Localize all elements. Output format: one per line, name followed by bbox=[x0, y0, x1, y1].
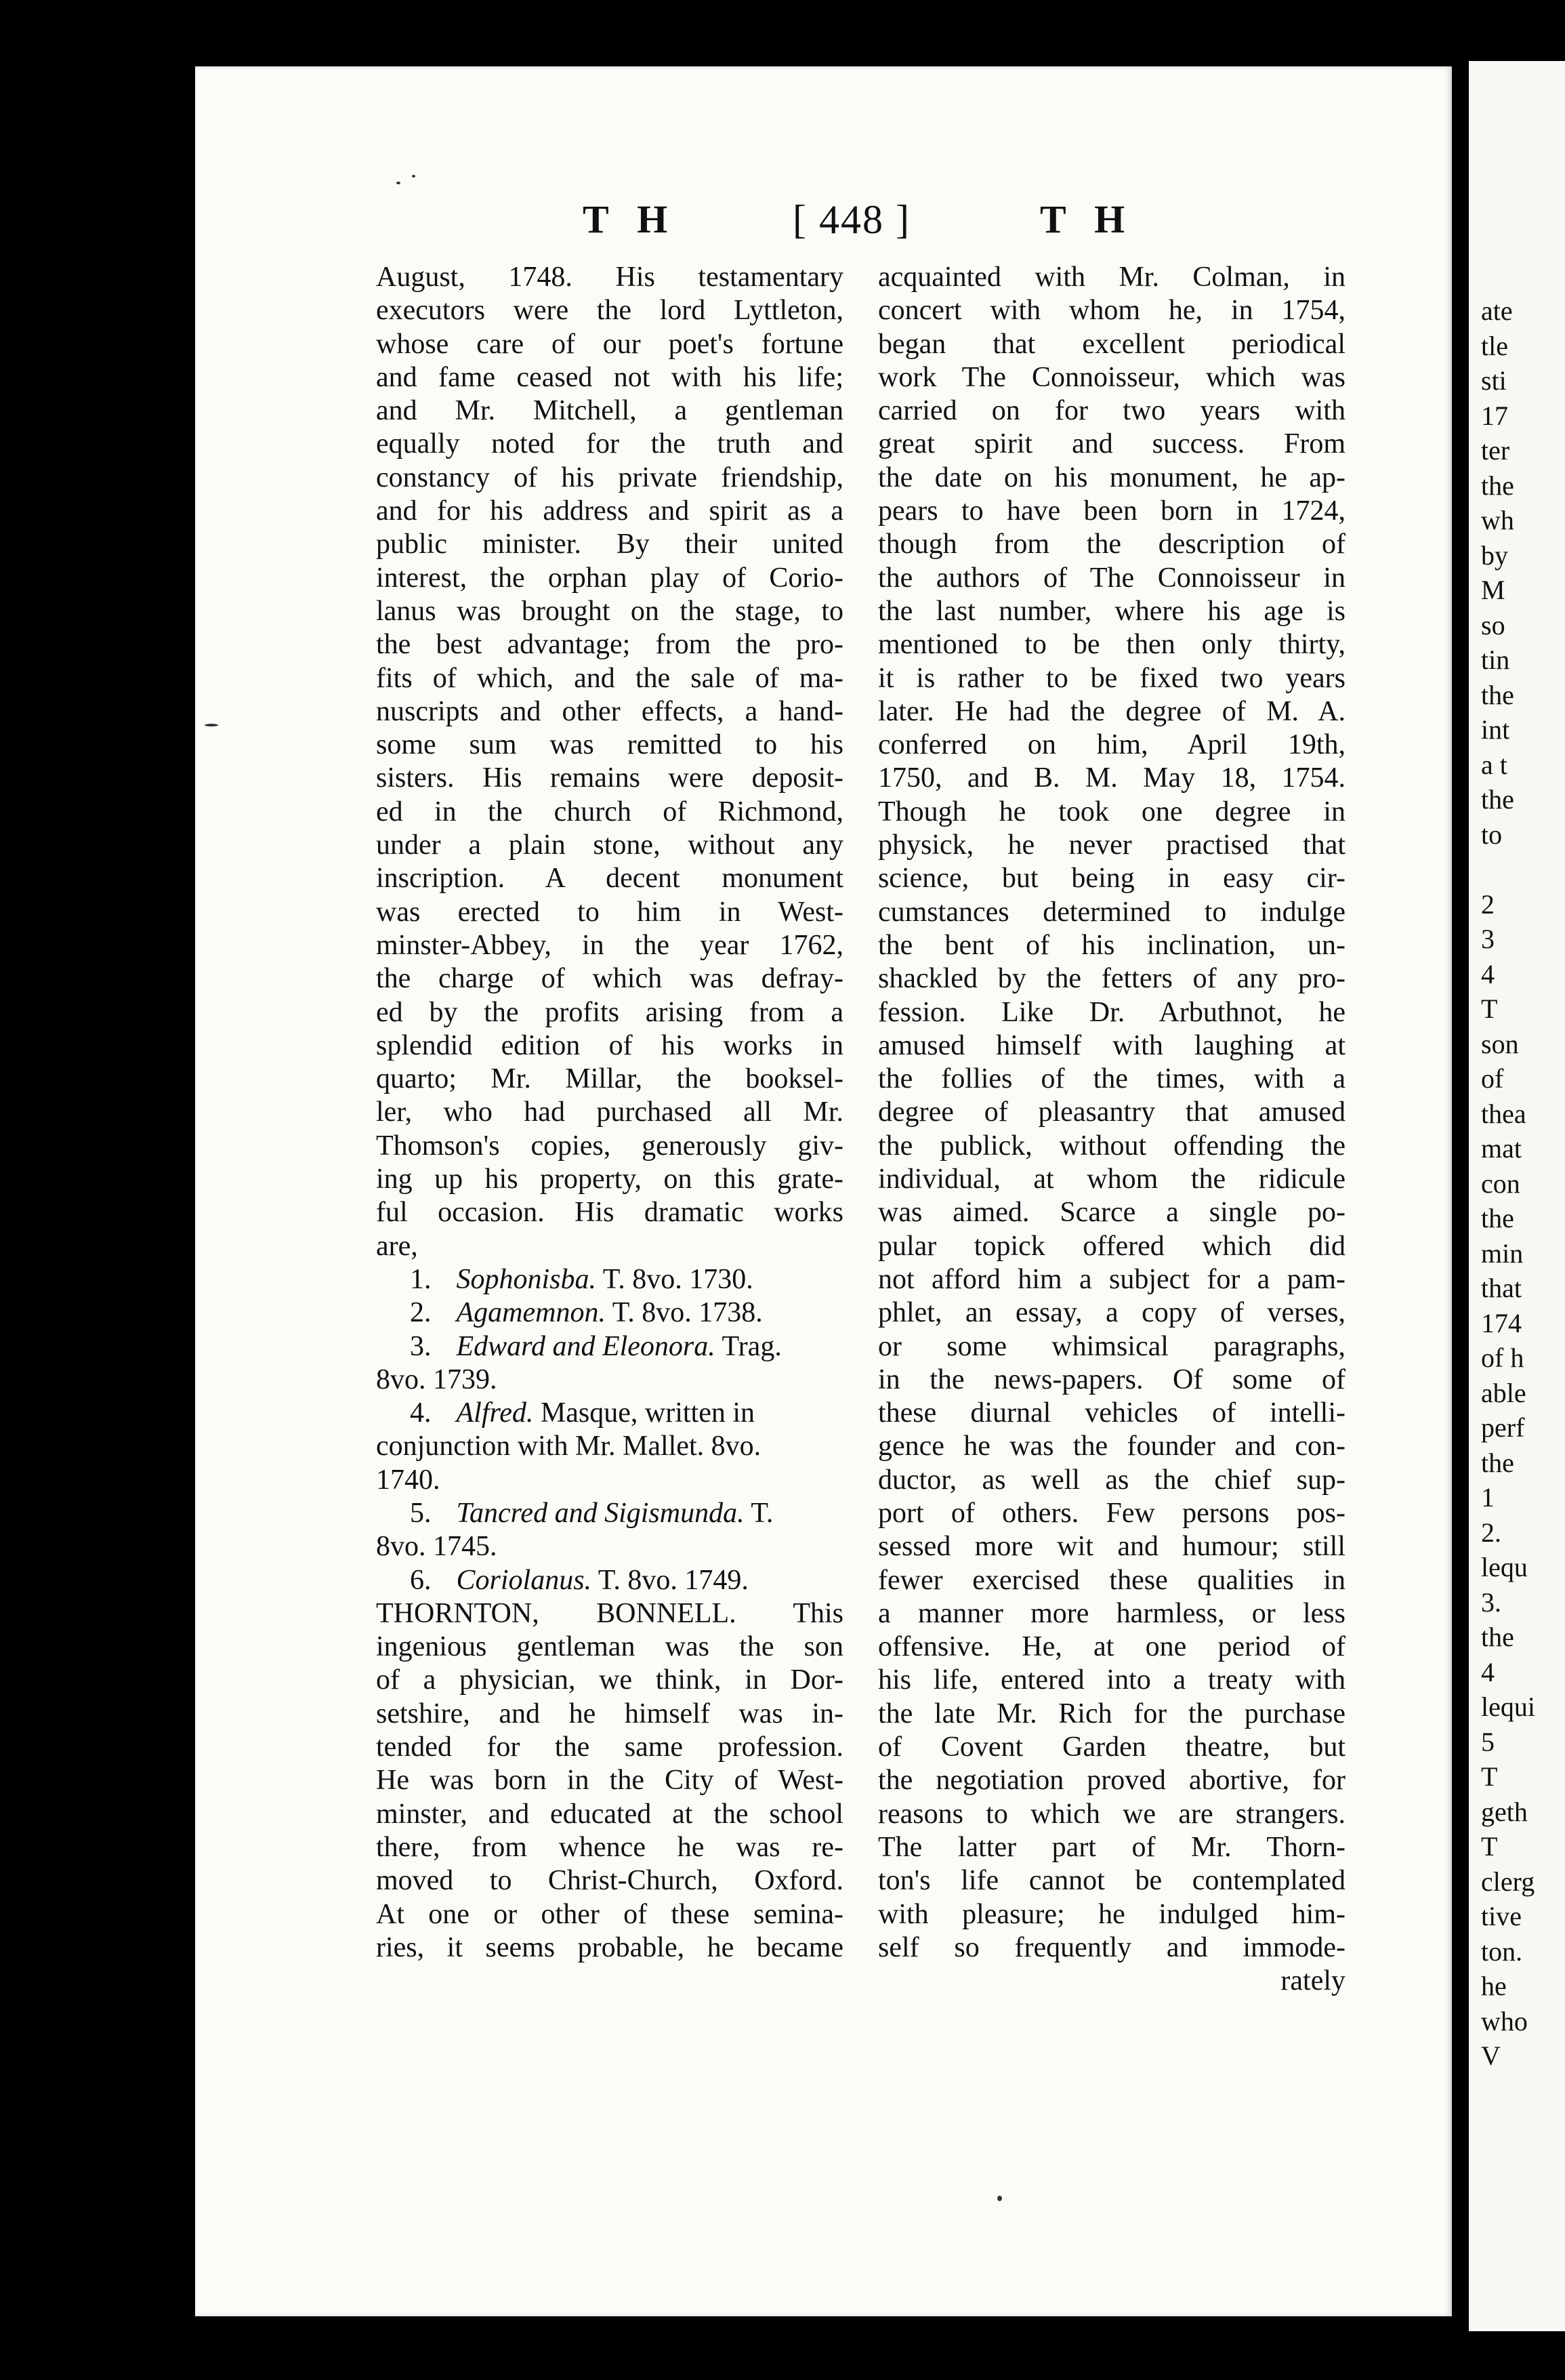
adjacent-page-fragment: V bbox=[1481, 2040, 1501, 2071]
text-line: work The Connoisseur, which was bbox=[878, 361, 1345, 393]
text-line: fewer exercised these qualities in bbox=[878, 1564, 1345, 1596]
work-number: 1. bbox=[410, 1263, 432, 1295]
text-line: ries, it seems probable, he became bbox=[376, 1931, 843, 1963]
text-line: At one or other of these semina- bbox=[376, 1898, 843, 1930]
text-line: port of others. Few persons pos- bbox=[878, 1497, 1345, 1529]
work-number: 6. bbox=[410, 1564, 432, 1596]
text-line: the last number, where his age is bbox=[878, 595, 1345, 627]
text-line: fits of which, and the sale of ma- bbox=[376, 662, 843, 694]
adjacent-page-fragment: of h bbox=[1481, 1342, 1524, 1373]
text-line: Though he took one degree in bbox=[878, 796, 1345, 827]
text-line: ful occasion. His dramatic works bbox=[376, 1197, 843, 1229]
work-details: Masque, written in bbox=[533, 1397, 755, 1429]
adjacent-page-fragment: able bbox=[1481, 1377, 1526, 1408]
text-line: 1750, and B. M. May 18, 1754. bbox=[878, 762, 1345, 794]
text-line: sisters. His remains were deposit- bbox=[376, 762, 843, 794]
text-line: lanus was brought on the stage, to bbox=[376, 595, 843, 627]
adjacent-page-fragment: int bbox=[1481, 714, 1510, 745]
text-line: ler, who had purchased all Mr. bbox=[376, 1096, 843, 1128]
text-line: ed in the church of Richmond, bbox=[376, 796, 843, 827]
text-line: tended for the same profession. bbox=[376, 1731, 843, 1763]
text-line: setshire, and he himself was in- bbox=[376, 1698, 843, 1729]
adjacent-page-fragment: geth bbox=[1481, 1796, 1528, 1827]
ink-speck bbox=[205, 724, 218, 726]
adjacent-page-fragment: to bbox=[1481, 819, 1503, 850]
text-line: the charge of which was defray- bbox=[376, 963, 843, 995]
work-details: T. 8vo. 1738. bbox=[605, 1297, 763, 1329]
text-line: was aimed. Scarce a single po- bbox=[878, 1197, 1345, 1229]
dramatic-work-entry bbox=[376, 1464, 843, 1497]
work-title: Tancred and Sigismunda. bbox=[456, 1497, 745, 1529]
text-line: reasons to which we are strangers. bbox=[878, 1798, 1345, 1830]
adjacent-page-fragment: 3 bbox=[1481, 924, 1495, 954]
dramatic-work-entry bbox=[376, 1430, 843, 1463]
adjacent-page-fragment: ate bbox=[1481, 295, 1513, 326]
adjacent-page-fragment: 5 bbox=[1481, 1726, 1495, 1757]
dramatic-work-entry bbox=[376, 1263, 843, 1296]
adjacent-page-fragment: ter bbox=[1481, 435, 1510, 466]
adjacent-page-fragment: min bbox=[1481, 1237, 1524, 1269]
adjacent-page-fragment: ton. bbox=[1481, 1935, 1523, 1967]
text-line: and fame ceased not with his life; bbox=[376, 361, 843, 393]
adjacent-page-fragment: T bbox=[1481, 993, 1498, 1024]
text-line: physick, he never practised that bbox=[878, 829, 1345, 861]
adjacent-page-fragment: 3. bbox=[1481, 1586, 1501, 1618]
adjacent-page-fragment: he bbox=[1481, 1971, 1507, 2001]
text-line: ingenious gentleman was the son bbox=[376, 1631, 843, 1663]
adjacent-page-fragment: mat bbox=[1481, 1133, 1522, 1164]
adjacent-page-fragment: 4 bbox=[1481, 1656, 1495, 1687]
text-line: ductor, as well as the chief sup- bbox=[878, 1464, 1345, 1496]
text-line: nuscripts and other effects, a hand- bbox=[376, 695, 843, 727]
text-line: THORNTON, BONNELL. This bbox=[376, 1597, 843, 1629]
text-line: his life, entered into a treaty with bbox=[878, 1664, 1345, 1696]
adjacent-page-fragment: tive bbox=[1481, 1901, 1522, 1931]
text-line: interest, the orphan play of Corio- bbox=[376, 562, 843, 594]
text-line: of a physician, we think, in Dor- bbox=[376, 1664, 843, 1696]
work-details: Trag. bbox=[715, 1330, 782, 1362]
work-title: Coriolanus. bbox=[456, 1564, 592, 1596]
text-line: the date on his monument, he ap- bbox=[878, 461, 1345, 493]
text-line: cumstances determined to indulge bbox=[878, 896, 1345, 928]
adjacent-page-edge bbox=[1469, 61, 1565, 2331]
text-line: of Covent Garden theatre, but bbox=[878, 1731, 1345, 1763]
text-line: the publick, without offending the bbox=[878, 1130, 1345, 1162]
adjacent-page-fragment: perf bbox=[1481, 1412, 1525, 1443]
text-line: ton's life cannot be contemplated bbox=[878, 1865, 1345, 1897]
text-line: later. He had the degree of M. A. bbox=[878, 695, 1345, 727]
text-line: equally noted for the truth and bbox=[376, 428, 843, 460]
text-line: public minister. By their united bbox=[376, 529, 843, 560]
text-line: August, 1748. His testamentary bbox=[376, 262, 843, 293]
work-details: 8vo. 1739. bbox=[376, 1363, 497, 1395]
dramatic-work-entry bbox=[376, 1497, 843, 1530]
text-line: under a plain stone, without any bbox=[376, 829, 843, 861]
text-line: ing up his property, on this grate- bbox=[376, 1164, 843, 1195]
work-details: T. bbox=[744, 1497, 774, 1529]
work-number: 5. bbox=[410, 1497, 432, 1529]
left-column bbox=[376, 261, 843, 1965]
text-line: conferred on him, April 19th, bbox=[878, 729, 1345, 761]
adjacent-page-fragment: lequ bbox=[1481, 1552, 1528, 1582]
work-title: Edward and Eleonora. bbox=[456, 1330, 715, 1362]
scan-border bbox=[0, 0, 195, 2380]
text-line: these diurnal vehicles of intelli- bbox=[878, 1397, 1345, 1429]
text-line: are, bbox=[376, 1230, 418, 1262]
text-line: mentioned to be then only thirty, bbox=[878, 629, 1345, 661]
text-line: though from the description of bbox=[878, 529, 1345, 560]
text-line: individual, at whom the ridicule bbox=[878, 1164, 1345, 1195]
adjacent-page-fragment: 2. bbox=[1481, 1517, 1501, 1548]
work-number: 3. bbox=[410, 1330, 432, 1362]
dramatic-work-entry bbox=[376, 1564, 843, 1597]
text-line: He was born in the City of West- bbox=[376, 1765, 843, 1797]
adjacent-page-fragment: sti bbox=[1481, 365, 1507, 396]
text-line: with pleasure; he indulged him- bbox=[878, 1898, 1345, 1930]
adjacent-page-fragment: the bbox=[1481, 470, 1514, 501]
ink-speck bbox=[412, 175, 415, 178]
text-line: and for his address and spirit as a bbox=[376, 495, 843, 527]
text-line: some sum was remitted to his bbox=[376, 729, 843, 761]
work-number: 4. bbox=[410, 1397, 432, 1429]
dramatic-work-entry bbox=[376, 1363, 843, 1397]
text-line: inscription. A decent monument bbox=[376, 863, 843, 895]
text-line: sessed more wit and humour; still bbox=[878, 1531, 1345, 1563]
text-line: pears to have been born in 1724, bbox=[878, 495, 1345, 527]
text-line: there, from whence he was re- bbox=[376, 1831, 843, 1863]
adjacent-page-fragment: tle bbox=[1481, 330, 1508, 361]
adjacent-page-fragment: the bbox=[1481, 784, 1514, 815]
text-line: the late Mr. Rich for the purchase bbox=[878, 1698, 1345, 1729]
text-line: shackled by the fetters of any pro- bbox=[878, 963, 1345, 995]
text-line: the best advantage; from the pro- bbox=[376, 629, 843, 661]
text-line: science, but being in easy cir- bbox=[878, 863, 1345, 895]
text-line: acquainted with Mr. Colman, in bbox=[878, 262, 1345, 293]
adjacent-page-fragment: a t bbox=[1481, 749, 1507, 780]
text-line: gence he was the founder and con- bbox=[878, 1431, 1345, 1462]
text-line: the follies of the times, with a bbox=[878, 1063, 1345, 1095]
work-details: 1740. bbox=[376, 1464, 440, 1496]
adjacent-page-fragment: thea bbox=[1481, 1098, 1526, 1129]
text-line: and Mr. Mitchell, a gentleman bbox=[376, 395, 843, 427]
dramatic-work-entry bbox=[376, 1530, 843, 1563]
dramatic-work-entry bbox=[376, 1296, 843, 1330]
text-line: minster-Abbey, in the year 1762, bbox=[376, 929, 843, 961]
text-line: or some whimsical paragraphs, bbox=[878, 1330, 1345, 1362]
text-line: ed by the profits arising from a bbox=[376, 996, 843, 1028]
text-line: it is rather to be fixed two years bbox=[878, 662, 1345, 694]
text-line: began that excellent periodical bbox=[878, 328, 1345, 360]
adjacent-page-fragment: of bbox=[1481, 1063, 1504, 1094]
adjacent-page-fragment: lequi bbox=[1481, 1691, 1535, 1722]
text-line: self so frequently and immode- bbox=[878, 1931, 1345, 1963]
adjacent-page-fragment: son bbox=[1481, 1028, 1519, 1059]
running-head-right: T H bbox=[1040, 197, 1135, 241]
adjacent-page-fragment: by bbox=[1481, 539, 1508, 571]
adjacent-page-fragment: 17 bbox=[1481, 400, 1508, 431]
text-line: splendid edition of his works in bbox=[376, 1029, 843, 1061]
text-line: not afford him a subject for a pam- bbox=[878, 1263, 1345, 1295]
dramatic-work-entry bbox=[376, 1330, 843, 1363]
text-line: whose care of our poet's fortune bbox=[376, 328, 843, 360]
adjacent-page-fragment: that bbox=[1481, 1273, 1522, 1303]
text-line: carried on for two years with bbox=[878, 395, 1345, 427]
adjacent-page-fragment: con bbox=[1481, 1168, 1520, 1199]
adjacent-page-fragment: the bbox=[1481, 1203, 1514, 1233]
text-line: minster, and educated at the school bbox=[376, 1798, 843, 1830]
text-line: was erected to him in West- bbox=[376, 896, 843, 928]
adjacent-page-fragment: so bbox=[1481, 609, 1505, 640]
text-line: concert with whom he, in 1754, bbox=[878, 295, 1345, 327]
text-line: in the news-papers. Of some of bbox=[878, 1363, 1345, 1395]
text-line: the bent of his inclination, un- bbox=[878, 929, 1345, 961]
text-line: quarto; Mr. Millar, the booksel- bbox=[376, 1063, 843, 1095]
right-column bbox=[878, 261, 1345, 1998]
text-line: amused himself with laughing at bbox=[878, 1029, 1345, 1061]
adjacent-page-fragment: the bbox=[1481, 1447, 1514, 1478]
adjacent-page-fragment: wh bbox=[1481, 505, 1514, 535]
text-line: pular topick offered which did bbox=[878, 1230, 1345, 1262]
work-details: 8vo. 1745. bbox=[376, 1531, 497, 1563]
adjacent-page-fragment: tin bbox=[1481, 644, 1510, 675]
ink-speck bbox=[997, 2196, 1002, 2201]
dramatic-work-entry bbox=[376, 1397, 843, 1430]
work-title: Sophonisba. bbox=[456, 1263, 597, 1295]
adjacent-page-fragment: the bbox=[1481, 679, 1514, 710]
page-number: [ 448 ] bbox=[793, 197, 911, 242]
text-line: The latter part of Mr. Thorn- bbox=[878, 1831, 1345, 1863]
text-line: the negotiation proved abortive, for bbox=[878, 1765, 1345, 1797]
text-line: offensive. He, at one period of bbox=[878, 1631, 1345, 1663]
work-details: T. 8vo. 1749. bbox=[591, 1564, 749, 1596]
work-details: T. 8vo. 1730. bbox=[596, 1263, 753, 1295]
adjacent-page-fragment: who bbox=[1481, 2005, 1528, 2036]
text-line: Thomson's copies, generously giv- bbox=[376, 1130, 843, 1162]
text-line: a manner more harmless, or less bbox=[878, 1597, 1345, 1629]
work-number: 2. bbox=[410, 1297, 432, 1329]
text-line: great spirit and success. From bbox=[878, 428, 1345, 460]
work-details: conjunction with Mr. Mallet. 8vo. bbox=[376, 1431, 761, 1462]
running-head-left: T H bbox=[583, 197, 677, 241]
text-line: constancy of his private friendship, bbox=[376, 461, 843, 493]
adjacent-page-fragment: 2 bbox=[1481, 888, 1495, 920]
adjacent-page-fragment: 1 bbox=[1481, 1482, 1495, 1513]
text-line: executors were the lord Lyttleton, bbox=[376, 295, 843, 327]
text-line: the authors of The Connoisseur in bbox=[878, 562, 1345, 594]
adjacent-page-fragment: clerg bbox=[1481, 1866, 1535, 1897]
adjacent-page-fragment: 4 bbox=[1481, 958, 1495, 989]
text-line: fession. Like Dr. Arbuthnot, he bbox=[878, 996, 1345, 1028]
text-line: degree of pleasantry that amused bbox=[878, 1096, 1345, 1128]
text-line: phlet, an essay, a copy of verses, bbox=[878, 1297, 1345, 1329]
adjacent-page-fragment: 174 bbox=[1481, 1307, 1522, 1338]
adjacent-page-fragment: M bbox=[1481, 575, 1505, 605]
text-line: rately bbox=[1280, 1965, 1345, 1997]
adjacent-page-fragment: T bbox=[1481, 1831, 1498, 1862]
work-title: Agamemnon. bbox=[456, 1297, 606, 1329]
ink-speck bbox=[396, 182, 400, 184]
adjacent-page-fragment: the bbox=[1481, 1622, 1514, 1652]
adjacent-page-fragment: T bbox=[1481, 1761, 1498, 1792]
work-title: Alfred. bbox=[456, 1397, 534, 1429]
text-line: moved to Christ-Church, Oxford. bbox=[376, 1865, 843, 1897]
